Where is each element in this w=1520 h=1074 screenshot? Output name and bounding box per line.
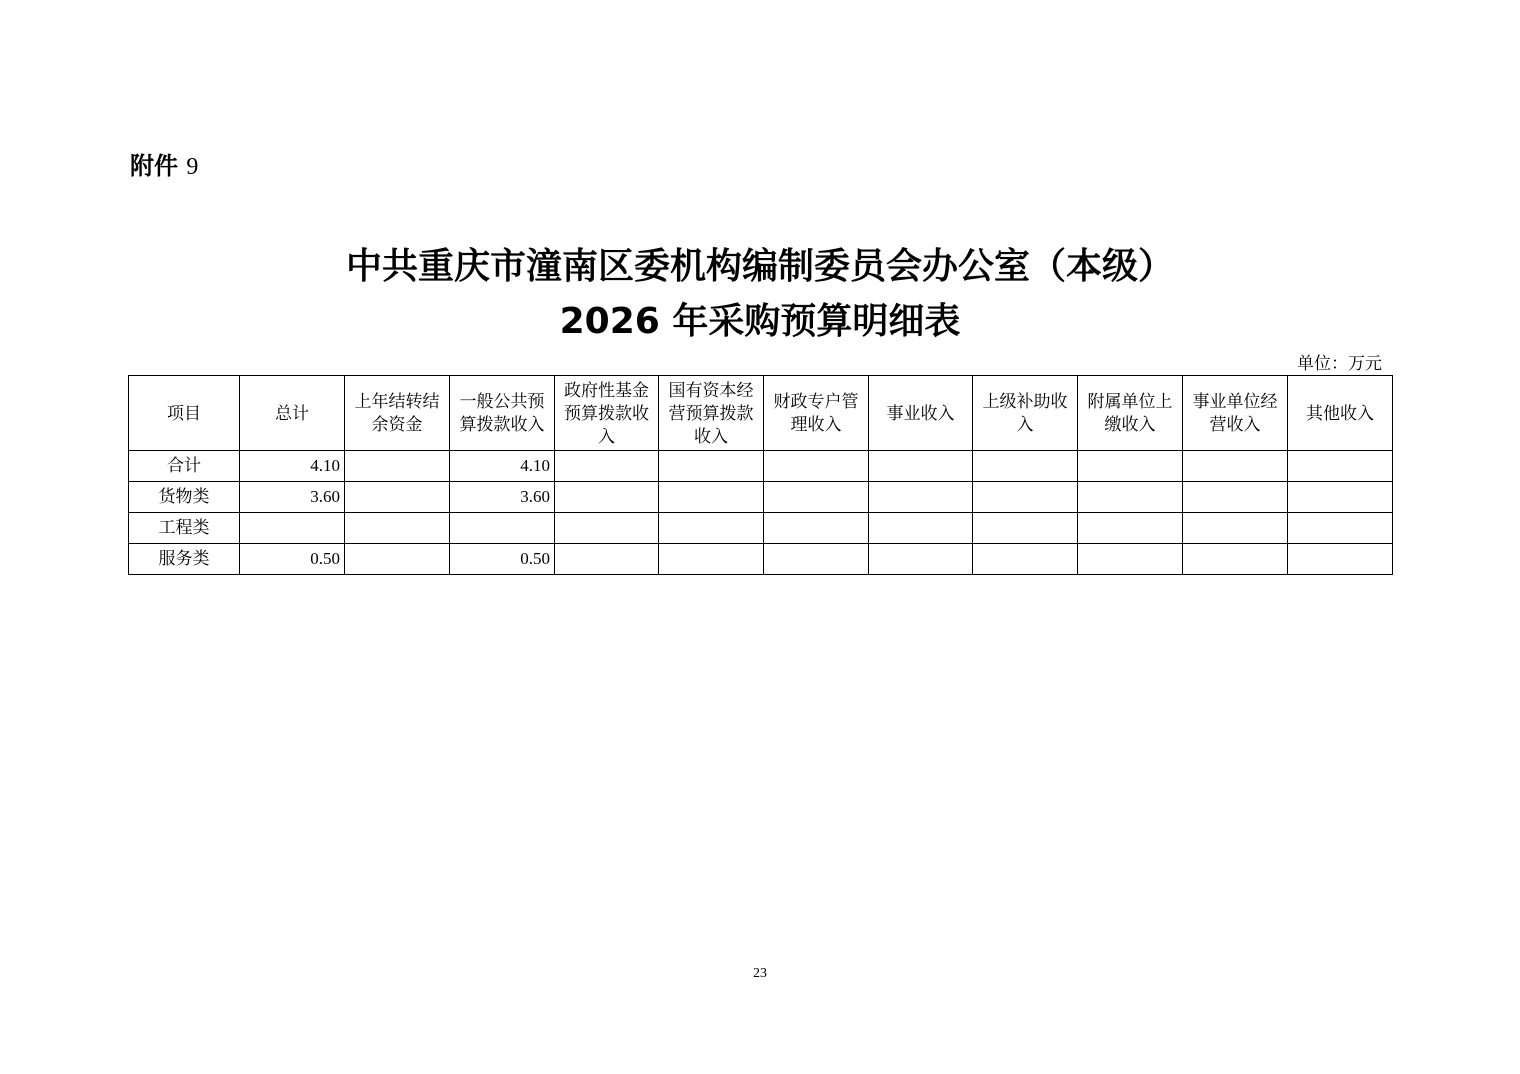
cell-general-budget — [450, 513, 555, 544]
table-row — [129, 513, 1393, 544]
cell-state-capital — [659, 482, 764, 513]
header-total: 总计 — [240, 376, 345, 451]
procurement-budget-table — [128, 375, 1393, 575]
cell-carryover — [345, 482, 450, 513]
table-row — [129, 451, 1393, 482]
cell-state-capital — [659, 451, 764, 482]
cell-state-capital — [659, 544, 764, 575]
attachment-text: 附件 — [130, 152, 178, 180]
cell-carryover — [345, 451, 450, 482]
cell-other-income — [1288, 482, 1393, 513]
attachment-number: 9 — [186, 154, 199, 180]
cell-carryover — [345, 513, 450, 544]
header-business-income: 事业收入 — [869, 376, 973, 451]
header-item: 项目 — [129, 376, 240, 451]
table-header-row — [129, 376, 1393, 451]
cell-operating-income — [1183, 482, 1288, 513]
cell-superior-subsidy — [973, 544, 1078, 575]
header-special-account: 财政专户管理收入 — [764, 376, 869, 451]
cell-item: 服务类 — [129, 544, 240, 575]
cell-item: 工程类 — [129, 513, 240, 544]
cell-other-income — [1288, 451, 1393, 482]
header-other-income: 其他收入 — [1288, 376, 1393, 451]
cell-general-budget: 4.10 — [450, 451, 555, 482]
cell-total — [240, 513, 345, 544]
cell-affiliated-income — [1078, 482, 1183, 513]
header-fund-budget: 政府性基金预算拨款收入 — [555, 376, 659, 451]
page-title-line1: 中共重庆市潼南区委机构编制委员会办公室（本级） — [345, 246, 1174, 287]
cell-operating-income — [1183, 544, 1288, 575]
cell-affiliated-income — [1078, 513, 1183, 544]
cell-business-income — [869, 451, 973, 482]
cell-general-budget: 3.60 — [450, 482, 555, 513]
table-row — [129, 544, 1393, 575]
cell-fund-budget — [555, 451, 659, 482]
page-number: 23 — [753, 966, 767, 981]
cell-total: 0.50 — [240, 544, 345, 575]
cell-operating-income — [1183, 451, 1288, 482]
header-carryover: 上年结转结余资金 — [345, 376, 450, 451]
cell-business-income — [869, 482, 973, 513]
header-general-budget: 一般公共预算拨款收入 — [450, 376, 555, 451]
cell-superior-subsidy — [973, 513, 1078, 544]
header-operating-income: 事业单位经营收入 — [1183, 376, 1288, 451]
page-title-line2: 2026 年采购预算明细表 — [559, 301, 961, 342]
header-superior-subsidy: 上级补助收入 — [973, 376, 1078, 451]
cell-special-account — [764, 544, 869, 575]
cell-fund-budget — [555, 544, 659, 575]
attachment-label — [130, 146, 198, 181]
cell-superior-subsidy — [973, 451, 1078, 482]
cell-affiliated-income — [1078, 544, 1183, 575]
cell-special-account — [764, 451, 869, 482]
cell-fund-budget — [555, 482, 659, 513]
cell-other-income — [1288, 544, 1393, 575]
cell-business-income — [869, 513, 973, 544]
cell-business-income — [869, 544, 973, 575]
cell-carryover — [345, 544, 450, 575]
header-affiliated-income: 附属单位上缴收入 — [1078, 376, 1183, 451]
header-state-capital: 国有资本经营预算拨款收入 — [659, 376, 764, 451]
cell-special-account — [764, 482, 869, 513]
cell-fund-budget — [555, 513, 659, 544]
cell-other-income — [1288, 513, 1393, 544]
table-row — [129, 482, 1393, 513]
cell-total: 3.60 — [240, 482, 345, 513]
cell-total: 4.10 — [240, 451, 345, 482]
cell-superior-subsidy — [973, 482, 1078, 513]
cell-item: 合计 — [129, 451, 240, 482]
cell-operating-income — [1183, 513, 1288, 544]
cell-item: 货物类 — [129, 482, 240, 513]
cell-special-account — [764, 513, 869, 544]
cell-affiliated-income — [1078, 451, 1183, 482]
cell-state-capital — [659, 513, 764, 544]
cell-general-budget: 0.50 — [450, 544, 555, 575]
unit-label: 单位：万元 — [1297, 354, 1382, 373]
